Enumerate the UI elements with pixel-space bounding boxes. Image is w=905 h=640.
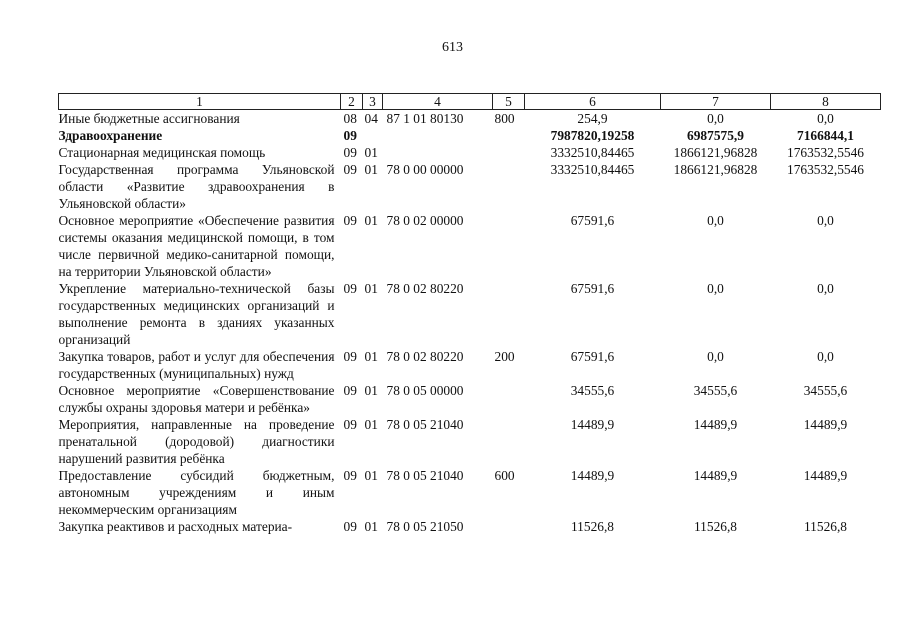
cell-c7: 0,0 [707, 281, 724, 296]
table-row [59, 127, 881, 144]
cell-c3: 01 [364, 281, 378, 296]
cell-c6: 3332510,84465 [550, 145, 635, 160]
cell-c8: 0,0 [817, 213, 834, 228]
cell-c3: 01 [364, 417, 378, 432]
cell-c4: 78 0 02 80220 [386, 349, 464, 364]
page-number: 613 [442, 40, 463, 55]
cell-c3: 01 [364, 162, 378, 177]
cell-c8: 11526,8 [803, 519, 848, 534]
cell-c4: 87 1 01 80130 [386, 111, 464, 126]
cell-c5 [493, 144, 525, 161]
table-body [59, 110, 881, 536]
cell-c5 [493, 161, 525, 212]
cell-c5 [493, 212, 525, 280]
cell-c5: 600 [494, 468, 515, 483]
cell-name: Основное мероприятие «Совершенствование службы охраны здоровья матери и ребёнка» [58, 383, 335, 415]
cell-c4: 78 0 05 21050 [386, 519, 464, 534]
cell-name: Стационарная медицинская помощь [58, 145, 266, 160]
cell-c6: 34555,6 [570, 383, 615, 398]
cell-c2: 09 [343, 281, 357, 296]
cell-c3: 04 [364, 111, 378, 126]
cell-c8: 1763532,5546 [787, 145, 864, 160]
cell-name: Государственная программа Ульяновской области «Развитие здравоохранения в Ульяновской области» [58, 162, 335, 211]
cell-c3: 01 [364, 383, 378, 398]
cell-c7: 14489,9 [693, 468, 738, 483]
table-row [59, 382, 881, 416]
cell-c4 [383, 144, 493, 161]
header-col-7: 7 [661, 94, 771, 110]
cell-c7: 6987575,9 [687, 128, 744, 143]
table-row [59, 110, 881, 128]
cell-c8: 0,0 [817, 349, 834, 364]
cell-c3: 01 [364, 349, 378, 364]
cell-c7: 0,0 [707, 213, 724, 228]
header-col-3: 3 [363, 94, 383, 110]
cell-c4: 78 0 02 80220 [386, 281, 464, 296]
cell-c3: 01 [364, 468, 378, 483]
cell-c5: 200 [494, 349, 515, 364]
cell-c2: 09 [343, 145, 357, 160]
cell-c7: 1866121,96828 [673, 145, 758, 160]
cell-c6: 3332510,84465 [550, 162, 635, 177]
table-row [59, 161, 881, 212]
cell-name: Иные бюджетные ассигнования [58, 111, 240, 126]
cell-c5 [493, 416, 525, 467]
cell-c2: 09 [343, 162, 357, 177]
table-row [59, 416, 881, 467]
cell-c8: 7166844,1 [797, 128, 854, 143]
cell-c3: 01 [364, 213, 378, 228]
cell-c2: 09 [343, 383, 357, 398]
cell-c2: 09 [343, 128, 357, 143]
cell-c5 [493, 127, 525, 144]
cell-c6: 7987820,19258 [550, 128, 635, 143]
cell-name: Мероприятия, направленные на проведение пренатальной (дородовой) диагностики нарушений развития ребёнка [58, 417, 335, 466]
cell-c6: 11526,8 [570, 519, 615, 534]
cell-c4 [383, 127, 493, 144]
cell-c6: 67591,6 [570, 213, 615, 228]
cell-c2: 08 [343, 111, 357, 126]
cell-name: Закупка реактивов и расходных материа- [58, 519, 293, 534]
cell-c7: 1866121,96828 [673, 162, 758, 177]
table-row [59, 518, 881, 535]
table-header [59, 94, 881, 110]
cell-c7: 11526,8 [693, 519, 738, 534]
cell-c3: 01 [364, 145, 378, 160]
header-col-1: 1 [59, 94, 341, 110]
header-col-8: 8 [771, 94, 881, 110]
cell-c3: 01 [364, 519, 378, 534]
cell-c7: 0,0 [707, 111, 724, 126]
cell-name: Предоставление субсидий бюджетным, автономным учреждениям и иным некоммерческим организациям [58, 468, 335, 517]
cell-c6: 14489,9 [570, 468, 615, 483]
cell-c7: 0,0 [707, 349, 724, 364]
cell-c4: 78 0 00 00000 [386, 162, 464, 177]
cell-c2: 09 [343, 519, 357, 534]
cell-c6: 67591,6 [570, 281, 615, 296]
cell-c7: 14489,9 [693, 417, 738, 432]
cell-c2: 09 [343, 213, 357, 228]
cell-c4: 78 0 05 00000 [386, 383, 464, 398]
cell-c3 [363, 127, 383, 144]
cell-c2: 09 [343, 417, 357, 432]
cell-c7: 34555,6 [693, 383, 738, 398]
cell-c8: 14489,9 [803, 468, 848, 483]
cell-name: Основное мероприятие «Обеспечение развития системы оказания медицинской помощи, в том числе первичной медико-санитарной помощи, на территории Ульяновской области» [58, 213, 335, 279]
cell-name: Закупка товаров, работ и услуг для обеспечения государственных (муниципальных) нужд [58, 349, 335, 381]
cell-c2: 09 [343, 468, 357, 483]
cell-c6: 254,9 [577, 111, 608, 126]
table-row [59, 348, 881, 382]
table-row [59, 280, 881, 348]
cell-c6: 14489,9 [570, 417, 615, 432]
cell-c4: 78 0 05 21040 [386, 417, 464, 432]
cell-c8: 1763532,5546 [787, 162, 864, 177]
header-col-2: 2 [341, 94, 363, 110]
header-col-4: 4 [383, 94, 493, 110]
cell-name: Укрепление материально-технической базы государственных медицинских организаций и выполнение ремонта в зданиях указанных организаций [58, 281, 335, 347]
cell-c6: 67591,6 [570, 349, 615, 364]
cell-c5 [493, 382, 525, 416]
cell-c8: 14489,9 [803, 417, 848, 432]
cell-c8: 0,0 [817, 111, 834, 126]
cell-c4: 78 0 02 00000 [386, 213, 464, 228]
cell-c5 [493, 280, 525, 348]
cell-c5 [493, 518, 525, 535]
header-col-6: 6 [525, 94, 661, 110]
cell-c5: 800 [494, 111, 515, 126]
cell-c2: 09 [343, 349, 357, 364]
cell-name: Здравоохранение [58, 128, 163, 143]
header-col-5: 5 [493, 94, 525, 110]
table-row [59, 144, 881, 161]
cell-c8: 0,0 [817, 281, 834, 296]
header-row [59, 94, 881, 110]
cell-c4: 78 0 05 21040 [386, 468, 464, 483]
cell-c8: 34555,6 [803, 383, 848, 398]
table-row [59, 467, 881, 518]
budget-table [58, 93, 881, 535]
table-row [59, 212, 881, 280]
